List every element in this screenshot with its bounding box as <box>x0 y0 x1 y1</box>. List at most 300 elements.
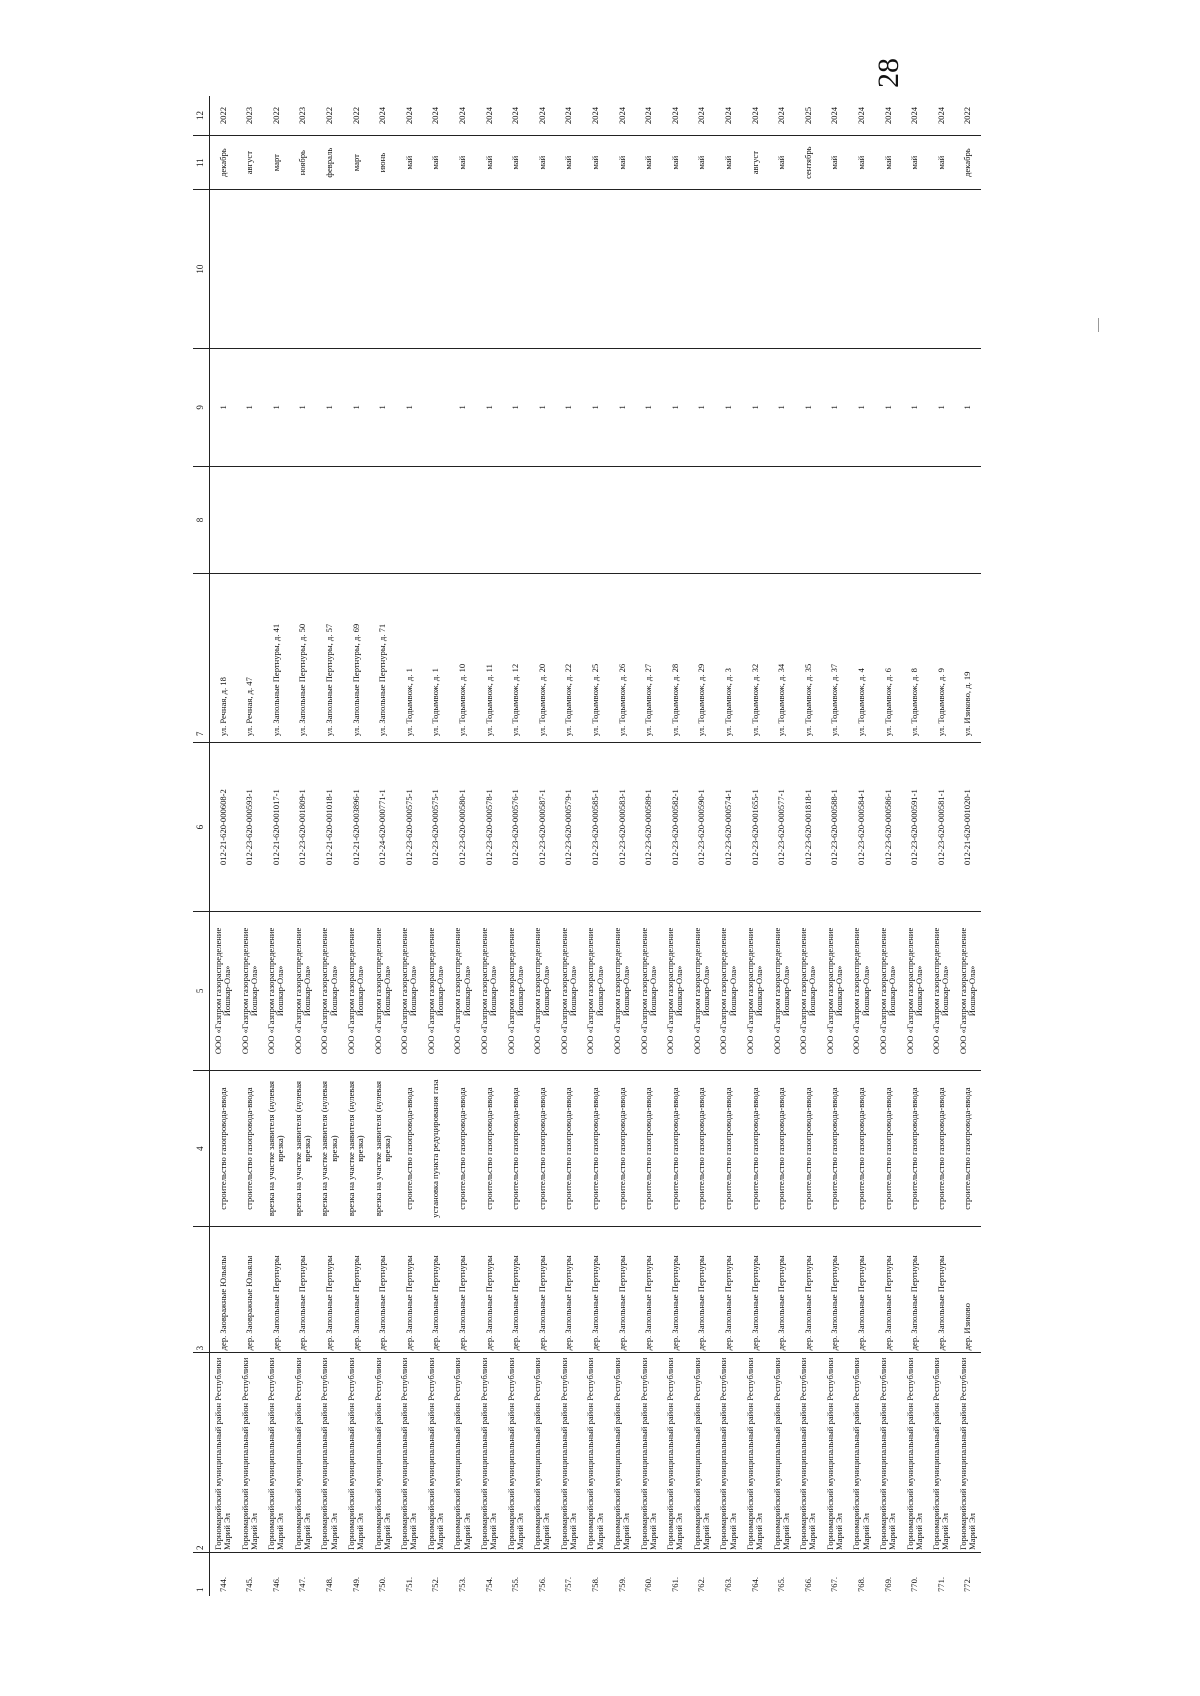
col-8-cell <box>689 466 716 574</box>
work-type-cell: строительство газопровода-ввода <box>928 1070 955 1227</box>
table-row <box>476 96 503 1596</box>
locality-cell: дер. Запольные Пертнуры <box>662 1227 689 1353</box>
row-number: 753. <box>457 1576 468 1592</box>
district-cell: Горномарийский муниципальный район Республики Марий Эл <box>609 1353 636 1553</box>
address-cell: ул. Тодымвож, д. 27 <box>636 574 663 743</box>
month-cell: май <box>423 136 450 190</box>
col-10-cell <box>556 190 583 349</box>
table-row <box>875 96 902 1596</box>
locality-cell: дер. Запольные Пертнуры <box>529 1227 556 1353</box>
row-number: 769. <box>882 1576 893 1592</box>
month-cell: май <box>928 136 955 190</box>
gas-connection-table <box>193 96 981 1596</box>
district-cell: Горномарийский муниципальный район Республики Марий Эл <box>290 1353 317 1553</box>
locality-cell: дер. Запольные Пертнуры <box>449 1227 476 1353</box>
district-cell: Горномарийский муниципальный район Республики Марий Эл <box>210 1353 237 1553</box>
month-cell: май <box>582 136 609 190</box>
table-row <box>715 96 742 1596</box>
locality-cell: дер. Запольные Пертнуры <box>875 1227 902 1353</box>
address-cell: ул. Тодымвож, д. 34 <box>768 574 795 743</box>
work-type-cell: строительство газопровода-ввода <box>848 1070 875 1227</box>
locality-cell: дер. Заовражные Юльялы <box>210 1227 237 1353</box>
locality-cell: дер. Запольные Пертнуры <box>582 1227 609 1353</box>
organization-cell: ООО «Газпром газораспределение Йошкар-Ола» <box>955 912 982 1071</box>
col-10-cell <box>795 190 822 349</box>
work-type-cell: врезка на участке заявителя (нулевая врезка) <box>343 1070 370 1227</box>
quantity-cell: 1 <box>556 348 583 466</box>
application-code-cell: 012-23-620-000590-1 <box>689 743 716 912</box>
year-cell: 2024 <box>529 96 556 136</box>
row-number: 750. <box>377 1576 388 1592</box>
table-row <box>928 96 955 1596</box>
table-row <box>423 96 450 1596</box>
organization-cell: ООО «Газпром газораспределение Йошкар-Ола» <box>848 912 875 1071</box>
month-cell: май <box>875 136 902 190</box>
quantity-cell: 1 <box>343 348 370 466</box>
locality-cell: дер. Запольные Пертнуры <box>370 1227 397 1353</box>
address-cell: ул. Тодымвож, д. 11 <box>476 574 503 743</box>
quantity-cell: 1 <box>689 348 716 466</box>
work-type-cell: строительство газопровода-ввода <box>636 1070 663 1227</box>
application-code-cell: 012-23-620-001655-1 <box>742 743 769 912</box>
row-number: 761. <box>669 1576 680 1592</box>
table-row <box>848 96 875 1596</box>
row-number: 762. <box>696 1576 707 1592</box>
organization-cell: ООО «Газпром газораспределение Йошкар-Ола» <box>503 912 530 1071</box>
district-cell: Горномарийский муниципальный район Республики Марий Эл <box>715 1353 742 1553</box>
address-cell: ул. Тодымвож, д. 4 <box>848 574 875 743</box>
district-cell: Горномарийский муниципальный район Республики Марий Эл <box>556 1353 583 1553</box>
locality-cell: дер. Запольные Пертнуры <box>636 1227 663 1353</box>
application-code-cell: 012-23-620-000578-1 <box>476 743 503 912</box>
month-cell: май <box>476 136 503 190</box>
table-row <box>343 96 370 1596</box>
col-8-cell <box>928 466 955 574</box>
locality-cell: дер. Запольные Пертнуры <box>476 1227 503 1353</box>
header-col-5: 5 <box>193 912 210 1071</box>
organization-cell: ООО «Газпром газораспределение Йошкар-Ола» <box>343 912 370 1071</box>
year-cell: 2025 <box>795 96 822 136</box>
year-cell: 2022 <box>955 96 982 136</box>
work-type-cell: строительство газопровода-ввода <box>237 1070 264 1227</box>
year-cell: 2024 <box>662 96 689 136</box>
application-code-cell: 012-21-620-001017-1 <box>263 743 290 912</box>
district-cell: Горномарийский муниципальный район Республики Марий Эл <box>742 1353 769 1553</box>
work-type-cell: врезка на участке заявителя (нулевая врезка) <box>263 1070 290 1227</box>
organization-cell: ООО «Газпром газораспределение Йошкар-Ола» <box>768 912 795 1071</box>
address-cell: ул. Запольные Пертнуры, д. 41 <box>263 574 290 743</box>
month-cell: май <box>529 136 556 190</box>
col-10-cell <box>529 190 556 349</box>
col-10-cell <box>822 190 849 349</box>
application-code-cell: 012-23-620-000574-1 <box>715 743 742 912</box>
address-cell: ул. Тодымвож, д. 28 <box>662 574 689 743</box>
address-cell: ул. Речная, д. 18 <box>210 574 237 743</box>
quantity-cell: 1 <box>848 348 875 466</box>
work-type-cell: врезка на участке заявителя (нулевая врезка) <box>316 1070 343 1227</box>
locality-cell: дер. Изиково <box>955 1227 982 1353</box>
locality-cell: дер. Запольные Пертнуры <box>901 1227 928 1353</box>
col-10-cell <box>636 190 663 349</box>
header-col-3: 3 <box>193 1227 210 1353</box>
year-cell: 2024 <box>476 96 503 136</box>
locality-cell: дер. Запольные Пертнуры <box>556 1227 583 1353</box>
organization-cell: ООО «Газпром газораспределение Йошкар-Ола» <box>636 912 663 1071</box>
table-row <box>396 96 423 1596</box>
quantity-cell: 1 <box>582 348 609 466</box>
col-10-cell <box>290 190 317 349</box>
organization-cell: ООО «Газпром газораспределение Йошкар-Ола» <box>423 912 450 1071</box>
district-cell: Горномарийский муниципальный район Республики Марий Эл <box>636 1353 663 1553</box>
col-10-cell <box>343 190 370 349</box>
work-type-cell: строительство газопровода-ввода <box>503 1070 530 1227</box>
col-8-cell <box>901 466 928 574</box>
work-type-cell: строительство газопровода-ввода <box>476 1070 503 1227</box>
month-cell: май <box>609 136 636 190</box>
col-8-cell <box>848 466 875 574</box>
year-cell: 2024 <box>822 96 849 136</box>
header-col-7: 7 <box>193 574 210 743</box>
row-number: 765. <box>776 1576 787 1592</box>
table-row <box>822 96 849 1596</box>
row-number: 754. <box>483 1576 494 1592</box>
table-row <box>689 96 716 1596</box>
locality-cell: дер. Запольные Пертнуры <box>423 1227 450 1353</box>
quantity-cell: 1 <box>237 348 264 466</box>
col-10-cell <box>715 190 742 349</box>
locality-cell: дер. Запольные Пертнуры <box>343 1227 370 1353</box>
col-10-cell <box>928 190 955 349</box>
row-number: 767. <box>829 1576 840 1592</box>
work-type-cell: строительство газопровода-ввода <box>689 1070 716 1227</box>
locality-cell: дер. Запольные Пертнуры <box>316 1227 343 1353</box>
address-cell: ул. Тодымвож, д. 25 <box>582 574 609 743</box>
locality-cell: дер. Запольные Пертнуры <box>715 1227 742 1353</box>
locality-cell: дер. Запольные Пертнуры <box>396 1227 423 1353</box>
year-cell: 2024 <box>768 96 795 136</box>
header-col-12: 12 <box>193 96 210 136</box>
quantity-cell: 1 <box>210 348 237 466</box>
locality-cell: дер. Запольные Пертнуры <box>768 1227 795 1353</box>
quantity-cell: 1 <box>742 348 769 466</box>
col-8-cell <box>662 466 689 574</box>
district-cell: Горномарийский муниципальный район Республики Марий Эл <box>237 1353 264 1553</box>
district-cell: Горномарийский муниципальный район Республики Марий Эл <box>529 1353 556 1553</box>
district-cell: Горномарийский муниципальный район Республики Марий Эл <box>503 1353 530 1553</box>
organization-cell: ООО «Газпром газораспределение Йошкар-Ола» <box>237 912 264 1071</box>
col-10-cell <box>503 190 530 349</box>
application-code-cell: 012-23-620-000575-1 <box>423 743 450 912</box>
col-8-cell <box>503 466 530 574</box>
district-cell: Горномарийский муниципальный район Республики Марий Эл <box>316 1353 343 1553</box>
locality-cell: дер. Запольные Пертнуры <box>795 1227 822 1353</box>
year-cell: 2024 <box>556 96 583 136</box>
work-type-cell: строительство газопровода-ввода <box>582 1070 609 1227</box>
quantity-cell: 1 <box>768 348 795 466</box>
quantity-cell: 1 <box>715 348 742 466</box>
district-cell: Горномарийский муниципальный район Республики Марий Эл <box>582 1353 609 1553</box>
application-code-cell: 012-23-620-000586-1 <box>875 743 902 912</box>
row-number: 755. <box>510 1576 521 1592</box>
month-cell: май <box>662 136 689 190</box>
application-code-cell: 012-23-620-000584-1 <box>848 743 875 912</box>
month-cell: май <box>689 136 716 190</box>
table-row <box>290 96 317 1596</box>
application-code-cell: 012-23-620-000576-1 <box>503 743 530 912</box>
district-cell: Горномарийский муниципальный район Республики Марий Эл <box>449 1353 476 1553</box>
month-cell: август <box>237 136 264 190</box>
quantity-cell: 1 <box>529 348 556 466</box>
col-8-cell <box>449 466 476 574</box>
address-cell: ул. Тодымвож, д. 29 <box>689 574 716 743</box>
work-type-cell: врезка на участке заявителя (нулевая врезка) <box>290 1070 317 1227</box>
table-row <box>503 96 530 1596</box>
col-8-cell <box>263 466 290 574</box>
row-number: 764. <box>749 1576 760 1592</box>
address-cell: ул. Запольные Пертнуры, д. 50 <box>290 574 317 743</box>
application-code-cell: 012-21-620-001020-1 <box>955 743 982 912</box>
col-8-cell <box>742 466 769 574</box>
col-8-cell <box>423 466 450 574</box>
organization-cell: ООО «Газпром газораспределение Йошкар-Ола» <box>875 912 902 1071</box>
month-cell: май <box>636 136 663 190</box>
col-10-cell <box>423 190 450 349</box>
locality-cell: дер. Запольные Пертнуры <box>503 1227 530 1353</box>
col-10-cell <box>848 190 875 349</box>
work-type-cell: строительство газопровода-ввода <box>875 1070 902 1227</box>
organization-cell: ООО «Газпром газораспределение Йошкар-Ола» <box>449 912 476 1071</box>
quantity-cell: 1 <box>662 348 689 466</box>
col-10-cell <box>609 190 636 349</box>
col-8-cell <box>636 466 663 574</box>
col-8-cell <box>556 466 583 574</box>
table-row <box>556 96 583 1596</box>
work-type-cell: строительство газопровода-ввода <box>768 1070 795 1227</box>
table-row <box>609 96 636 1596</box>
work-type-cell: строительство газопровода-ввода <box>955 1070 982 1227</box>
locality-cell: дер. Заовражные Юльялы <box>237 1227 264 1353</box>
year-cell: 2022 <box>316 96 343 136</box>
address-cell: ул. Речная, д. 47 <box>237 574 264 743</box>
application-code-cell: 012-23-620-000593-1 <box>237 743 264 912</box>
district-cell: Горномарийский муниципальный район Республики Марий Эл <box>955 1353 982 1553</box>
header-col-2: 2 <box>193 1353 210 1553</box>
year-cell: 2024 <box>715 96 742 136</box>
quantity-cell: 1 <box>263 348 290 466</box>
organization-cell: ООО «Газпром газораспределение Йошкар-Ола» <box>316 912 343 1071</box>
col-8-cell <box>822 466 849 574</box>
col-8-cell <box>609 466 636 574</box>
application-code-cell: 012-23-620-001818-1 <box>795 743 822 912</box>
work-type-cell: строительство газопровода-ввода <box>715 1070 742 1227</box>
year-cell: 2024 <box>423 96 450 136</box>
row-number: 745. <box>244 1576 255 1592</box>
year-cell: 2024 <box>689 96 716 136</box>
district-cell: Горномарийский муниципальный район Республики Марий Эл <box>768 1353 795 1553</box>
address-cell: ул. Запольные Пертнуры, д. 57 <box>316 574 343 743</box>
application-code-cell: 012-21-620-001018-1 <box>316 743 343 912</box>
year-cell: 2022 <box>210 96 237 136</box>
district-cell: Горномарийский муниципальный район Республики Марий Эл <box>875 1353 902 1553</box>
locality-cell: дер. Запольные Пертнуры <box>928 1227 955 1353</box>
quantity-cell: 1 <box>503 348 530 466</box>
col-10-cell <box>263 190 290 349</box>
application-code-cell: 012-23-620-000588-1 <box>822 743 849 912</box>
col-8-cell <box>237 466 264 574</box>
col-10-cell <box>742 190 769 349</box>
table-row <box>316 96 343 1596</box>
table-container <box>193 96 981 1596</box>
col-8-cell <box>476 466 503 574</box>
address-cell: ул. Тодымвож, д. 1 <box>423 574 450 743</box>
application-code-cell: 012-23-620-000581-1 <box>928 743 955 912</box>
organization-cell: ООО «Газпром газораспределение Йошкар-Ола» <box>822 912 849 1071</box>
locality-cell: дер. Запольные Пертнуры <box>848 1227 875 1353</box>
locality-cell: дер. Запольные Пертнуры <box>263 1227 290 1353</box>
row-number: 752. <box>430 1576 441 1592</box>
organization-cell: ООО «Газпром газораспределение Йошкар-Ола» <box>609 912 636 1071</box>
district-cell: Горномарийский муниципальный район Республики Марий Эл <box>370 1353 397 1553</box>
page-number: 28 <box>872 58 905 88</box>
year-cell: 2022 <box>343 96 370 136</box>
year-cell: 2024 <box>396 96 423 136</box>
year-cell: 2023 <box>290 96 317 136</box>
col-10-cell <box>237 190 264 349</box>
locality-cell: дер. Запольные Пертнуры <box>822 1227 849 1353</box>
quantity-cell: 1 <box>290 348 317 466</box>
organization-cell: ООО «Газпром газораспределение Йошкар-Ола» <box>476 912 503 1071</box>
month-cell: май <box>556 136 583 190</box>
district-cell: Горномарийский муниципальный район Республики Марий Эл <box>662 1353 689 1553</box>
quantity-cell: 1 <box>396 348 423 466</box>
header-col-11: 11 <box>193 136 210 190</box>
work-type-cell: строительство газопровода-ввода <box>662 1070 689 1227</box>
address-cell: ул. Тодымвож, д. 22 <box>556 574 583 743</box>
application-code-cell: 012-21-620-000608-2 <box>210 743 237 912</box>
address-cell: ул. Тодымвож, д. 35 <box>795 574 822 743</box>
col-10-cell <box>689 190 716 349</box>
row-number: 760. <box>643 1576 654 1592</box>
year-cell: 2024 <box>636 96 663 136</box>
work-type-cell: строительство газопровода-ввода <box>901 1070 928 1227</box>
table-row <box>768 96 795 1596</box>
address-cell: ул. Тодымвож, д. 1 <box>396 574 423 743</box>
table-row <box>582 96 609 1596</box>
quantity-cell: 1 <box>795 348 822 466</box>
year-cell: 2023 <box>237 96 264 136</box>
year-cell: 2024 <box>503 96 530 136</box>
quantity-cell: 1 <box>875 348 902 466</box>
table-row <box>263 96 290 1596</box>
district-cell: Горномарийский муниципальный район Республики Марий Эл <box>689 1353 716 1553</box>
row-number: 747. <box>297 1576 308 1592</box>
work-type-cell: установка пункта редуцирования газа <box>423 1070 450 1227</box>
application-code-cell: 012-23-620-000580-1 <box>449 743 476 912</box>
year-cell: 2024 <box>742 96 769 136</box>
row-number: 746. <box>270 1576 281 1592</box>
col-10-cell <box>955 190 982 349</box>
district-cell: Горномарийский муниципальный район Республики Марий Эл <box>822 1353 849 1553</box>
district-cell: Горномарийский муниципальный район Республики Марий Эл <box>795 1353 822 1553</box>
month-cell: май <box>822 136 849 190</box>
organization-cell: ООО «Газпром газораспределение Йошкар-Ола» <box>396 912 423 1071</box>
work-type-cell: строительство газопровода-ввода <box>449 1070 476 1227</box>
table-body <box>210 96 982 1596</box>
quantity-cell: 1 <box>901 348 928 466</box>
month-cell: ноябрь <box>290 136 317 190</box>
address-cell: ул. Тодымвож, д. 32 <box>742 574 769 743</box>
year-cell: 2024 <box>875 96 902 136</box>
row-number: 751. <box>403 1576 414 1592</box>
col-8-cell <box>316 466 343 574</box>
address-cell: ул. Тодымвож, д. 10 <box>449 574 476 743</box>
year-cell: 2024 <box>582 96 609 136</box>
locality-cell: дер. Запольные Пертнуры <box>742 1227 769 1353</box>
quantity-cell: 1 <box>636 348 663 466</box>
row-number: 766. <box>802 1576 813 1592</box>
quantity-cell: 1 <box>449 348 476 466</box>
col-10-cell <box>210 190 237 349</box>
month-cell: май <box>715 136 742 190</box>
year-cell: 2024 <box>928 96 955 136</box>
header-col-6: 6 <box>193 743 210 912</box>
header-col-8: 8 <box>193 466 210 574</box>
month-cell: июнь <box>370 136 397 190</box>
organization-cell: ООО «Газпром газораспределение Йошкар-Ола» <box>582 912 609 1071</box>
month-cell: декабрь <box>210 136 237 190</box>
address-cell: ул. Тодымвож, д. 6 <box>875 574 902 743</box>
col-10-cell <box>901 190 928 349</box>
col-8-cell <box>795 466 822 574</box>
locality-cell: дер. Запольные Пертнуры <box>609 1227 636 1353</box>
col-8-cell <box>290 466 317 574</box>
quantity-cell: 1 <box>316 348 343 466</box>
address-cell: ул. Тодымвож, д. 37 <box>822 574 849 743</box>
month-cell: май <box>901 136 928 190</box>
col-8-cell <box>370 466 397 574</box>
district-cell: Горномарийский муниципальный район Республики Марий Эл <box>263 1353 290 1553</box>
month-cell: август <box>742 136 769 190</box>
application-code-cell: 012-23-620-000577-1 <box>768 743 795 912</box>
work-type-cell: строительство газопровода-ввода <box>396 1070 423 1227</box>
col-10-cell <box>370 190 397 349</box>
organization-cell: ООО «Газпром газораспределение Йошкар-Ола» <box>795 912 822 1071</box>
col-8-cell <box>396 466 423 574</box>
district-cell: Горномарийский муниципальный район Республики Марий Эл <box>848 1353 875 1553</box>
organization-cell: ООО «Газпром газораспределение Йошкар-Ола» <box>928 912 955 1071</box>
work-type-cell: строительство газопровода-ввода <box>822 1070 849 1227</box>
year-cell: 2024 <box>848 96 875 136</box>
application-code-cell: 012-21-620-003896-1 <box>343 743 370 912</box>
work-type-cell: строительство газопровода-ввода <box>556 1070 583 1227</box>
month-cell: май <box>848 136 875 190</box>
quantity-cell: 1 <box>955 348 982 466</box>
col-10-cell <box>316 190 343 349</box>
application-code-cell: 012-23-620-000587-1 <box>529 743 556 912</box>
col-10-cell <box>768 190 795 349</box>
scan-mark <box>1098 318 1099 332</box>
col-8-cell <box>529 466 556 574</box>
locality-cell: дер. Запольные Пертнуры <box>689 1227 716 1353</box>
district-cell: Горномарийский муниципальный район Республики Марий Эл <box>423 1353 450 1553</box>
col-8-cell <box>875 466 902 574</box>
application-code-cell: 012-23-620-000582-1 <box>662 743 689 912</box>
quantity-cell: 1 <box>370 348 397 466</box>
year-cell: 2022 <box>263 96 290 136</box>
month-cell: сентябрь <box>795 136 822 190</box>
row-number: 763. <box>722 1576 733 1592</box>
month-cell: февраль <box>316 136 343 190</box>
